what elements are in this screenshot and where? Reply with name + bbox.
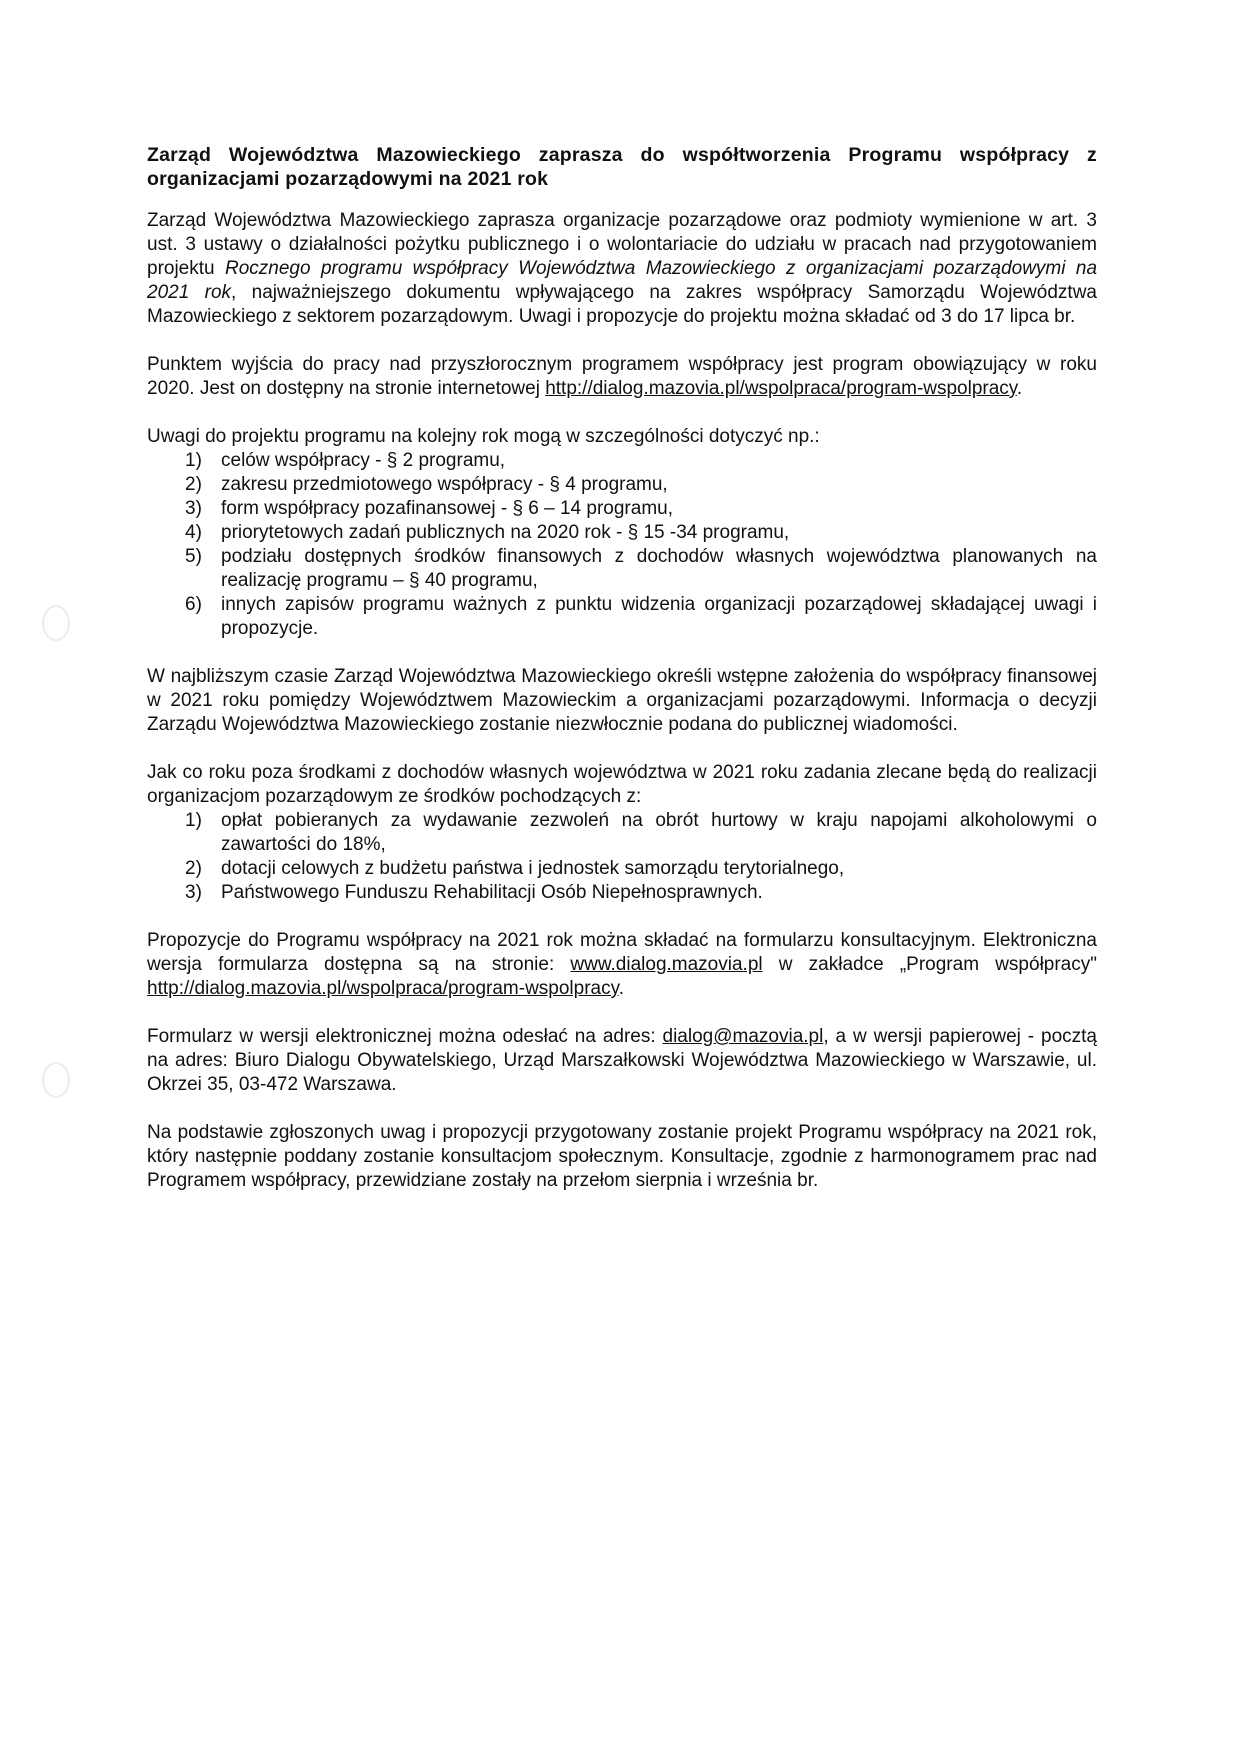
paragraph-starting-point: Punktem wyjścia do pracy nad przyszłorocznym programem współpracy jest program obowiązujący w roku 2020. Jest on dostępny na stronie internetowej http://dialog.mazovia.pl/wspolpraca/program-wspolpracy. [147,354,1097,399]
program-link[interactable]: http://dialog.mazovia.pl/wspolpraca/program-wspolpracy [545,378,1017,399]
document-title: Zarząd Województwa Mazowieckiego zaprasza do współtworzenia Programu współpracy z organizacjami pozarządowymi na 2021 rok [147,144,1097,190]
punch-hole-top [42,605,70,641]
list-item: 3) Państwowego Funduszu Rehabilitacji Osób Niepełnosprawnych. [185,882,763,903]
list-item: 1) opłat pobieranych za wydawanie zezwoleń na obrót hurtowy w kraju napojami alkoholowymi o zawartości do 18%, [185,810,1097,855]
list-item: 6) innych zapisów programu ważnych z punktu widzenia organizacji pozarządowej składającej uwagi i propozycje. [185,594,1097,639]
program-link-2[interactable]: http://dialog.mazovia.pl/wspolpraca/program-wspolpracy [147,978,619,999]
paragraph-consultations: Na podstawie zgłoszonych uwag i propozycji przygotowany zostanie projekt Programu współpracy na 2021 rok, który następnie poddany zostanie konsultacjom społecznym. Konsultacje, zgodnie z harmonogramem prac nad Programem współpracy, przewidziane zostały na przełom sierpnia i września br. [147,1122,1097,1191]
funding-sources-list [147,809,1097,905]
paragraph-remarks-intro: Uwagi do projektu programu na kolejny rok mogą w szczególności dotyczyć np.: [147,426,820,447]
program-title-italic: Rocznego programu współpracy Województwa Mazowieckiego z organizacjami pozarządowymi na 2021 rok [147,258,1098,303]
paragraph-invitation: Zarząd Województwa Mazowieckiego zaprasza organizacje pozarządowe oraz podmioty wymienione w art. 3 ust. 3 ustawy o działalności pożytku publicznego i o wolontariacie do udziału w pracach nad przygotowaniem projektu Rocznego programu współpracy Województwa Mazowieckiego z organizacjami pozarządowymi na 2021 rok, najważniejszego dokumentu wpływającego na zakres współpracy Samorządu Województwa Mazowieckiego z sektorem pozarządowym. Uwagi i propozycje do projektu można składać od 3 do 17 lipca br. [147,210,1098,327]
list-item: 1) celów współpracy - § 2 programu, [185,450,506,471]
paragraph-submission-form: Propozycje do Programu współpracy na 2021 rok można składać na formularzu konsultacyjnym. Elektroniczna wersja formularza dostępna są na stronie: www.dialog.mazovia.pl w zakładce „Program współpracy" http://dialog.mazovia.pl/wspolpraca/program-wspolpracy. [147,930,1097,999]
paragraph-financial-assumptions: W najbliższym czasie Zarząd Województwa Mazowieckiego określi wstępne założenia do współpracy finansowej w 2021 roku pomiędzy Województwem Mazowieckim a organizacjami pozarządowymi. Informacja o decyzji Zarządu Województwa Mazowieckiego zostanie niezwłocznie podana do publicznej wiadomości. [147,666,1097,735]
email-link[interactable]: dialog@mazovia.pl [662,1026,824,1047]
paragraph-funding-sources-intro: Jak co roku poza środkami z dochodów własnych województwa w 2021 roku zadania zlecane będą do realizacji organizacjom pozarządowym ze środków pochodzących z: [147,762,1097,807]
remarks-list [147,449,1097,641]
list-item: 2) zakresu przedmiotowego współpracy - § 4 programu, [185,474,668,495]
list-item: 3) form współpracy pozafinansowej - § 6 – 14 programu, [185,498,674,519]
paragraph-submission-address: Formularz w wersji elektronicznej można odesłać na adres: dialog@mazovia.pl, a w wersji papierowej - pocztą na adres: Biuro Dialogu Obywatelskiego, Urząd Marszałkowski Województwa Mazowieckiego w Warszawie, ul. Okrzei 35, 03-472 Warszawa. [147,1026,1097,1095]
punch-hole-bottom [42,1062,70,1098]
document-page [147,143,1097,1217]
list-item: 5) podziału dostępnych środków finansowych z dochodów własnych województwa planowanych na realizację programu – § 40 programu, [185,546,1097,591]
list-item: 2) dotacji celowych z budżetu państwa i jednostek samorządu terytorialnego, [185,858,845,879]
list-item: 4) priorytetowych zadań publicznych na 2020 rok - § 15 -34 programu, [185,522,790,543]
dialog-site-link[interactable]: www.dialog.mazovia.pl [570,954,763,975]
